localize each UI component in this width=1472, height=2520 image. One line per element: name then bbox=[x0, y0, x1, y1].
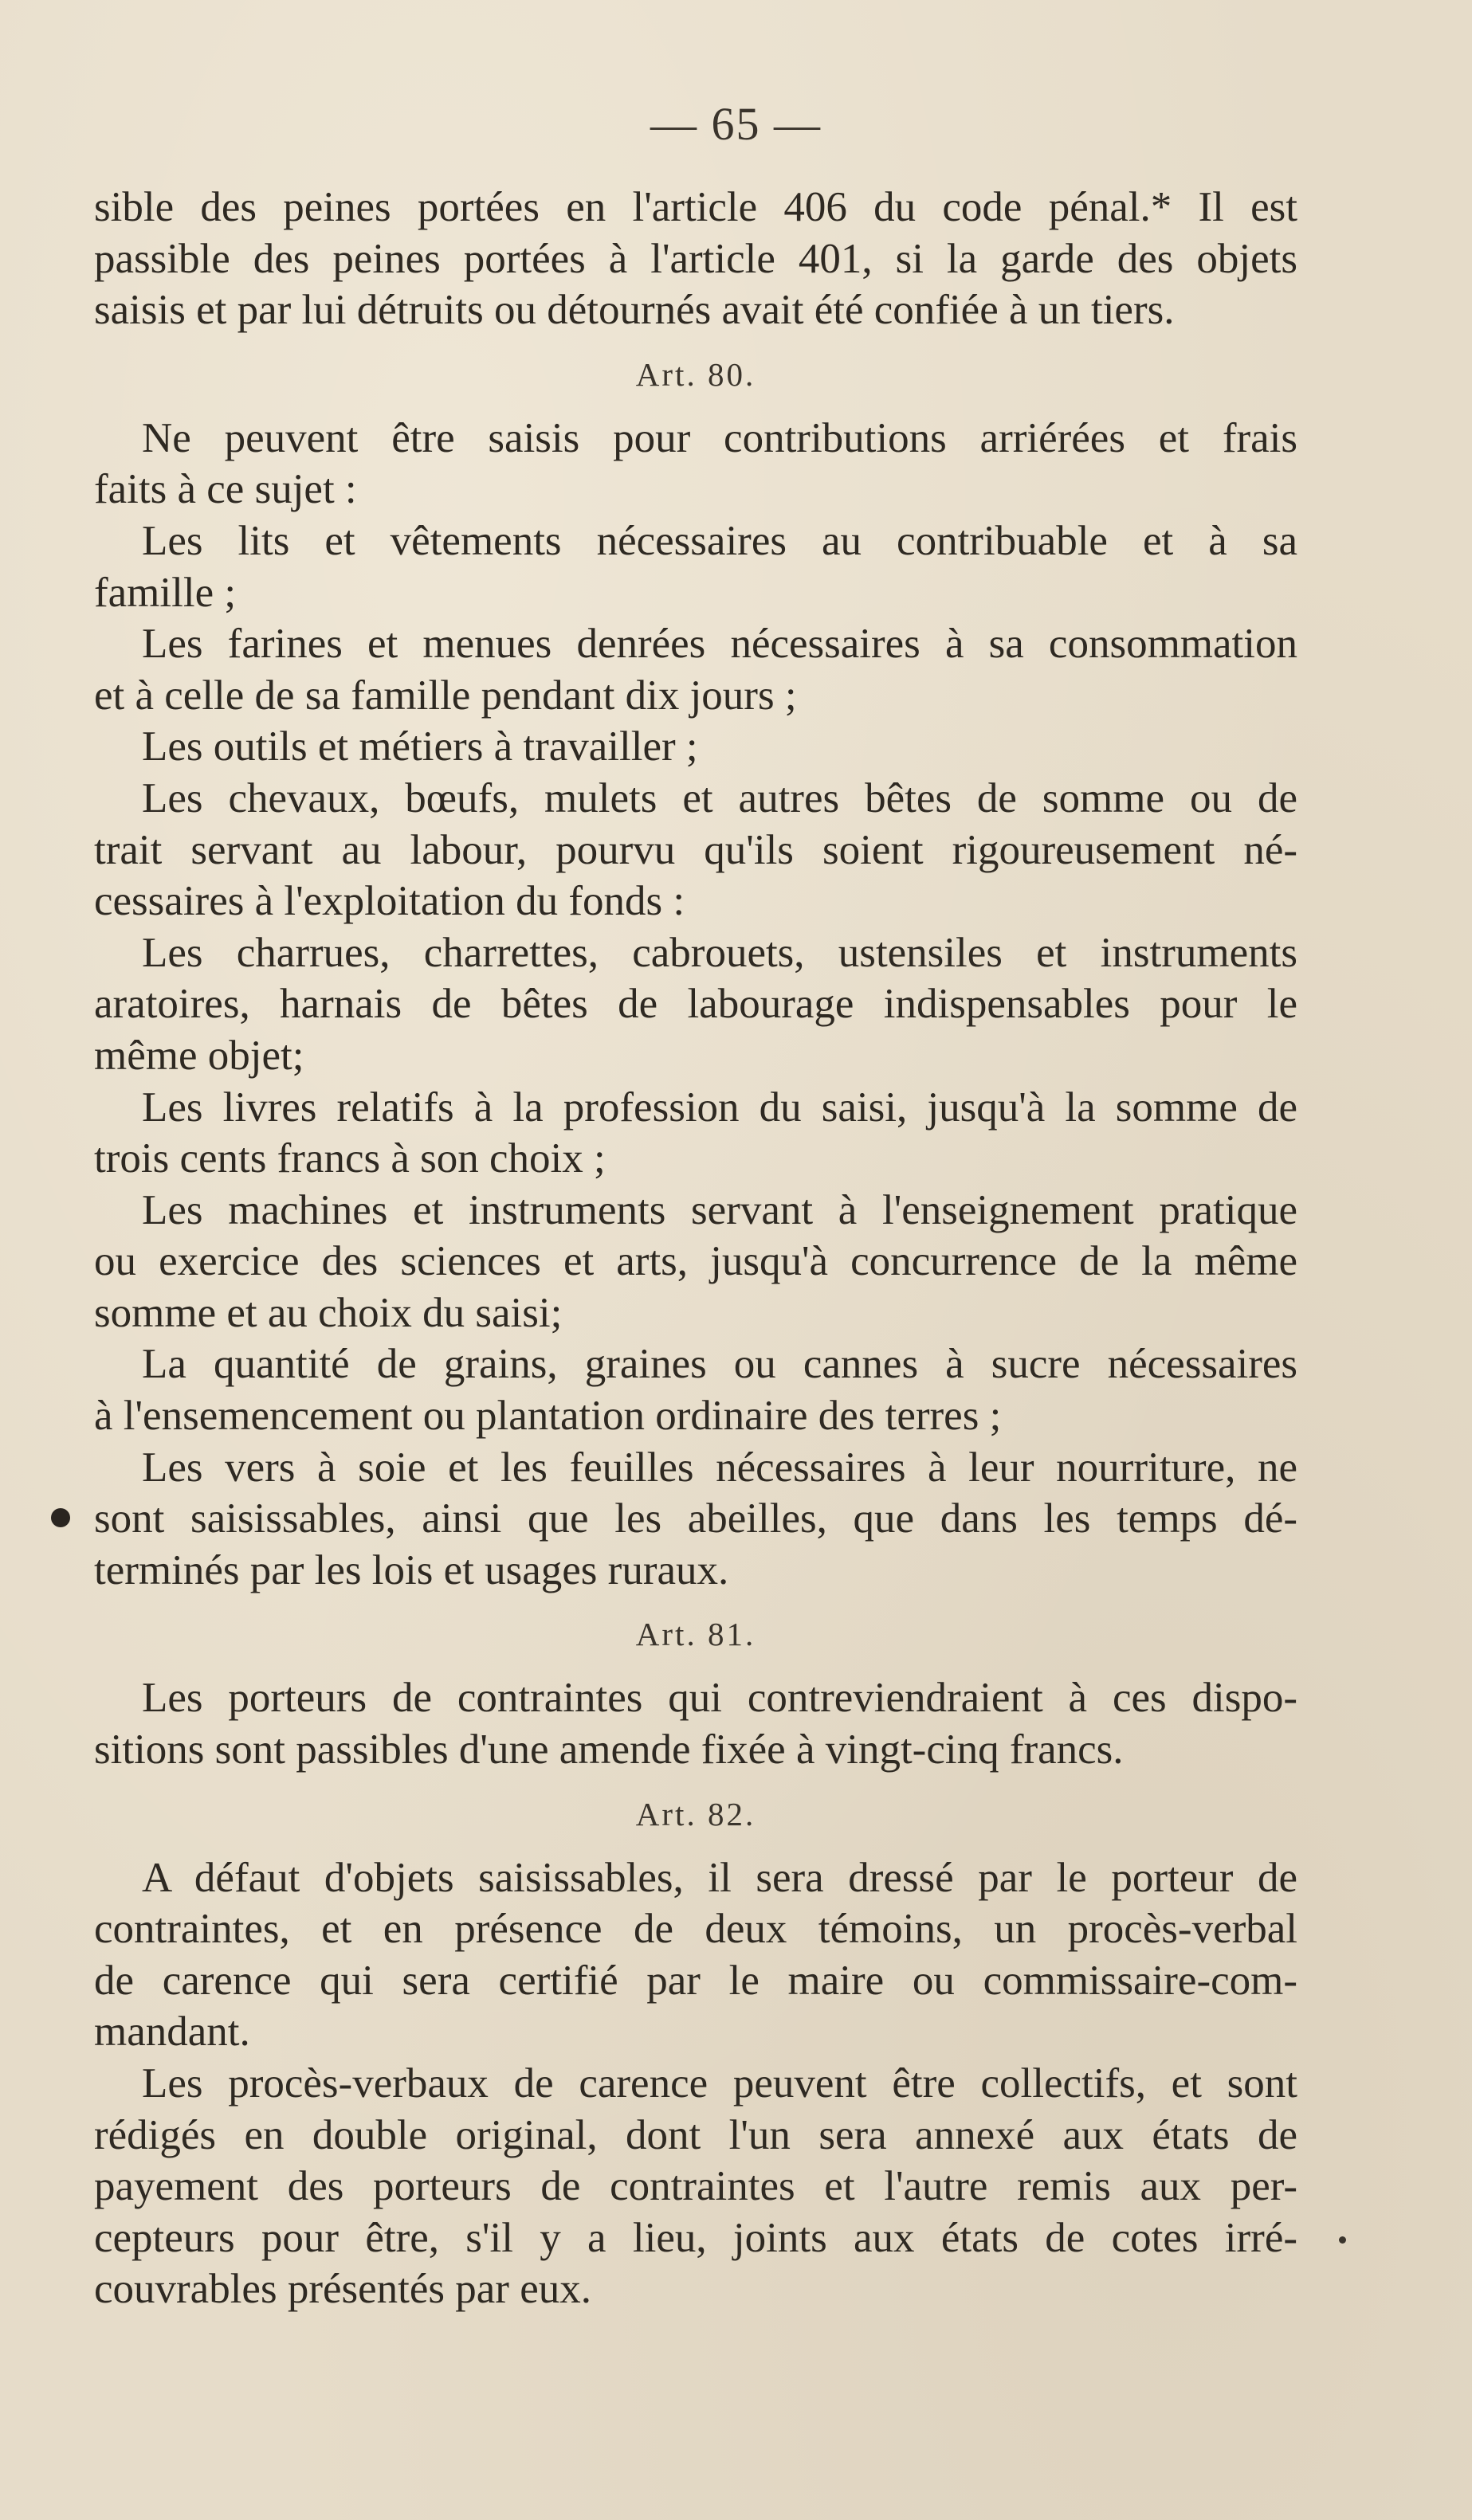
text-line: de carence qui sera certifié par le maire ou commissaire-com- bbox=[94, 1957, 1297, 2004]
text-line: contraintes, et en présence de deux témoins, un procès-verbal bbox=[94, 1906, 1297, 1953]
text-line: terminés par les lois et usages ruraux. bbox=[94, 1546, 729, 1593]
text-line: à l'ensemencement ou plantation ordinaire des terres ; bbox=[94, 1393, 1002, 1440]
text-line: couvrables présentés par eux. bbox=[94, 2266, 591, 2313]
text-line: Les porteurs de contraintes qui contreviendraient à ces dispo- bbox=[142, 1675, 1297, 1722]
article-heading-80: Art. 80. bbox=[635, 355, 756, 393]
page-number: — 65 — bbox=[650, 98, 822, 150]
text-line: sont saisissables, ainsi que les abeilles, que dans les temps dé- bbox=[94, 1495, 1297, 1542]
text-line: trois cents francs à son choix ; bbox=[94, 1135, 606, 1182]
text-line: A défaut d'objets saisissables, il sera dressé par le porteur de bbox=[142, 1854, 1297, 1901]
text-line: sible des peines portées en l'article 406 du code pénal.* Il est bbox=[94, 184, 1297, 230]
text-line: et à celle de sa famille pendant dix jours ; bbox=[94, 672, 797, 719]
text-line: La quantité de grains, graines ou cannes à sucre nécessaires bbox=[142, 1341, 1297, 1388]
text-line: Les lits et vêtements nécessaires au contribuable et à sa bbox=[142, 517, 1297, 564]
text-line: Les farines et menues denrées nécessaires à sa consommation bbox=[142, 621, 1297, 668]
text-line: aratoires, harnais de bêtes de labourage indispensables pour le bbox=[94, 981, 1297, 1028]
text-line: Les livres relatifs à la profession du saisi, jusqu'à la somme de bbox=[142, 1084, 1297, 1131]
text-line: cessaires à l'exploitation du fonds : bbox=[94, 878, 685, 925]
ink-blot bbox=[51, 1508, 70, 1527]
text-line: sitions sont passibles d'une amende fixée à vingt-cinq francs. bbox=[94, 1726, 1124, 1773]
article-heading-81: Art. 81. bbox=[635, 1616, 756, 1653]
text-line: Les procès-verbaux de carence peuvent être collectifs, et sont bbox=[142, 2060, 1297, 2107]
text-line: Ne peuvent être saisis pour contributions arriérées et frais bbox=[142, 414, 1297, 461]
text-line: Les outils et métiers à travailler ; bbox=[142, 723, 698, 770]
text-line: payement des porteurs de contraintes et l'autre remis aux per- bbox=[94, 2163, 1297, 2210]
text-line: passible des peines portées à l'article 401, si la garde des objets bbox=[94, 235, 1297, 282]
text-line: Les machines et instruments servant à l'enseignement pratique bbox=[142, 1186, 1297, 1233]
text-line: ou exercice des sciences et arts, jusqu'à concurrence de la même bbox=[94, 1238, 1297, 1285]
ink-speck bbox=[1339, 2236, 1346, 2244]
text-line: faits à ce sujet : bbox=[94, 466, 357, 513]
text-line: saisis et par lui détruits ou détournés avait été confiée à un tiers. bbox=[94, 287, 1175, 334]
text-line: famille ; bbox=[94, 569, 237, 616]
article-heading-82: Art. 82. bbox=[635, 1795, 756, 1832]
body-text bbox=[94, 182, 1297, 2315]
text-line: même objet; bbox=[94, 1032, 304, 1079]
text-line: Les charrues, charrettes, cabrouets, ustensiles et instruments bbox=[142, 929, 1297, 976]
text-line: cepteurs pour être, s'il y a lieu, joints aux états de cotes irré- bbox=[94, 2214, 1297, 2261]
text-line: Les vers à soie et les feuilles nécessaires à leur nourriture, ne bbox=[142, 1444, 1297, 1491]
text-line: mandant. bbox=[94, 2009, 250, 2056]
text-line: Les chevaux, bœufs, mulets et autres bêtes de somme ou de bbox=[142, 774, 1297, 821]
text-line: rédigés en double original, dont l'un sera annexé aux états de bbox=[94, 2111, 1297, 2158]
text-line: somme et au choix du saisi; bbox=[94, 1289, 563, 1336]
text-line: trait servant au labour, pourvu qu'ils soient rigoureusement né- bbox=[94, 826, 1297, 873]
